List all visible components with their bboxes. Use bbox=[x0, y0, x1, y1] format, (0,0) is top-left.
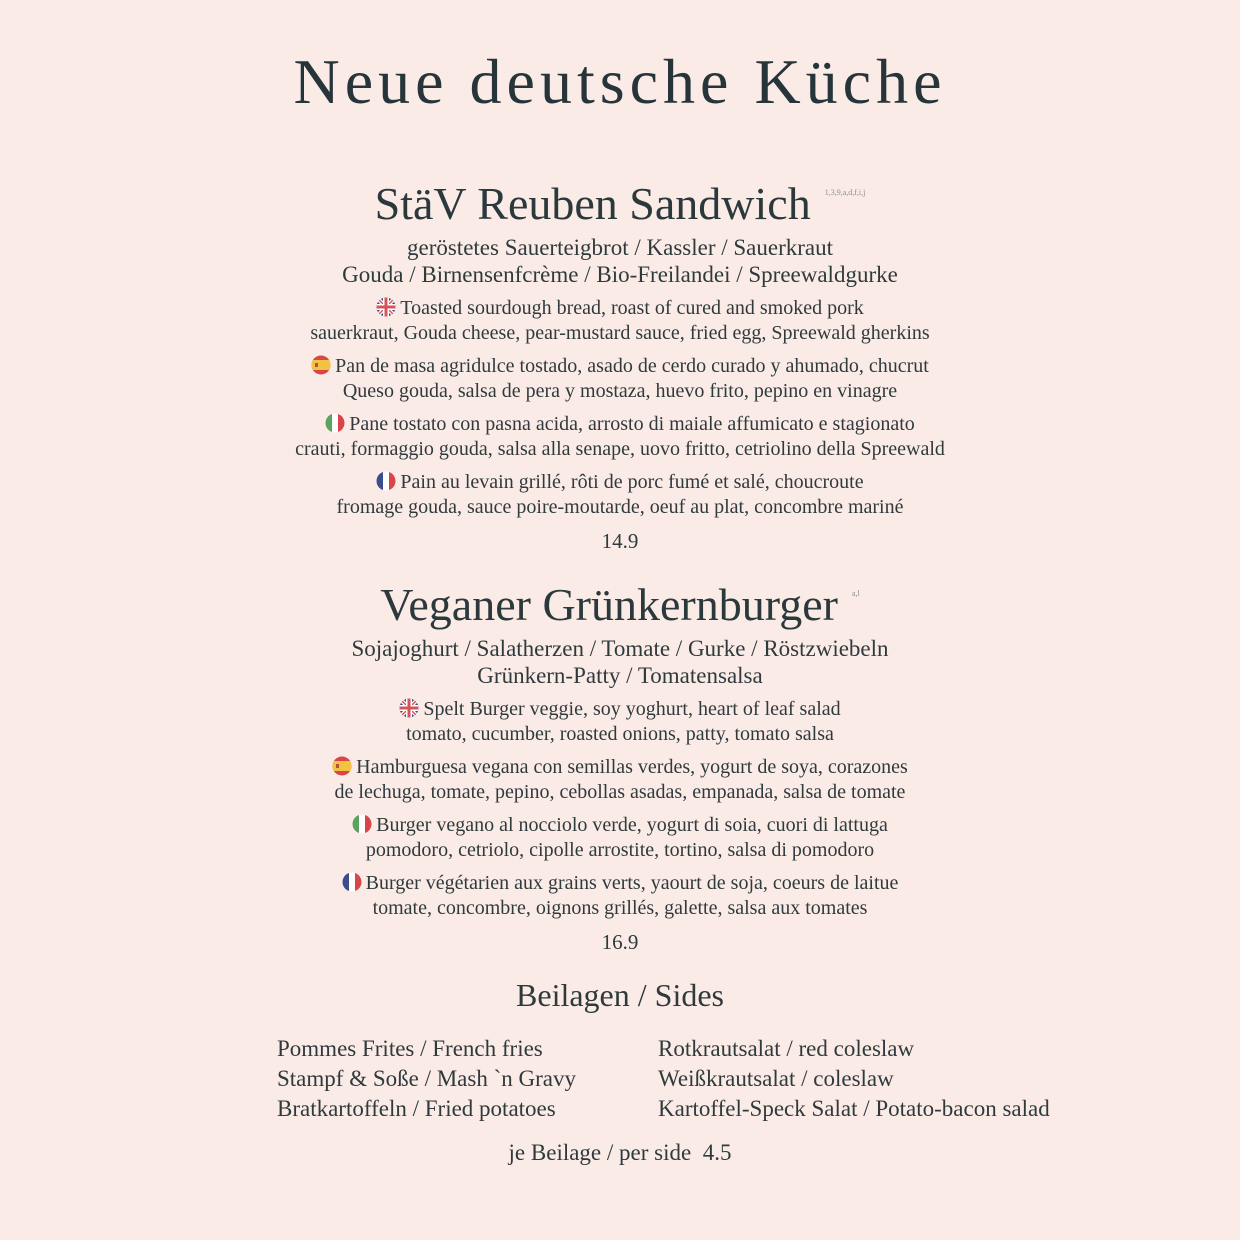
german-description bbox=[0, 635, 1240, 689]
translation-line: Toasted sourdough bread, roast of cured and smoked pork bbox=[400, 297, 864, 319]
spanish-translation bbox=[0, 755, 1240, 805]
french-translation bbox=[0, 871, 1240, 921]
translation-line: Queso gouda, salsa de pera y mostaza, huevo frito, pepino en vinagre bbox=[342, 380, 898, 402]
fr-flag-icon bbox=[342, 872, 362, 892]
translation-line: Hamburguesa vegana con semillas verdes, yogurt de soya, corazones bbox=[356, 756, 908, 778]
spanish-translation bbox=[0, 354, 1240, 404]
dish-title: StäV Reuben Sandwich bbox=[374, 178, 811, 229]
italian-translation bbox=[0, 412, 1240, 462]
translation-line: sauerkraut, Gouda cheese, pear-mustard sauce, fried egg, Spreewald gherkins bbox=[310, 322, 930, 344]
price: 16.9 bbox=[601, 930, 639, 954]
translation-line: crauti, formaggio gouda, salsa alla senape, uovo fritto, cetriolino della Spreewald bbox=[295, 438, 945, 460]
side-item: Bratkartoffeln / Fried potatoes bbox=[277, 1096, 556, 1121]
german-description bbox=[0, 234, 1240, 288]
translation-line: Pain au levain grillé, rôti de porc fumé et salé, choucroute bbox=[400, 471, 864, 493]
page-title: Neue deutsche Küche bbox=[293, 46, 947, 117]
es-flag-icon bbox=[332, 756, 352, 776]
translation-line: Burger vegano al nocciolo verde, yogurt di soia, cuori di lattuga bbox=[376, 814, 888, 836]
uk-flag-icon bbox=[376, 297, 396, 317]
german-line: Gouda / Birnensenfcrème / Bio-Freilandei / Spreewaldgurke bbox=[342, 262, 898, 287]
translation-line: de lechuga, tomate, pepino, cebollas asadas, empanada, salsa de tomate bbox=[334, 781, 906, 803]
price: 14.9 bbox=[601, 529, 639, 553]
dish-gruenkern-burger bbox=[0, 577, 1240, 955]
translation-line: Pan de masa agridulce tostado, asado de cerdo curado y ahumado, chucrut bbox=[335, 355, 929, 377]
translation-line: tomate, concombre, oignons grillés, galette, salsa aux tomates bbox=[372, 897, 868, 919]
it-flag-icon bbox=[325, 413, 345, 433]
side-item: Rotkrautsalat / red coleslaw bbox=[658, 1036, 915, 1061]
side-item: Pommes Frites / French fries bbox=[277, 1036, 543, 1061]
german-line: geröstetes Sauerteigbrot / Kassler / Sauerkraut bbox=[406, 235, 833, 260]
german-line: Sojajoghurt / Salatherzen / Tomate / Gurke / Röstzwiebeln bbox=[351, 636, 889, 661]
uk-flag-icon bbox=[399, 698, 419, 718]
translation-line: fromage gouda, sauce poire-moutarde, oeuf au plat, concombre mariné bbox=[336, 496, 904, 518]
per-side-price: je Beilage / per side 4.5 bbox=[508, 1140, 732, 1165]
sides-title: Beilagen / Sides bbox=[516, 977, 724, 1013]
french-translation bbox=[0, 470, 1240, 520]
es-flag-icon bbox=[311, 355, 331, 375]
side-item: Weißkrautsalat / coleslaw bbox=[658, 1066, 894, 1091]
german-line: Grünkern-Patty / Tomatensalsa bbox=[477, 663, 763, 688]
english-translation bbox=[0, 296, 1240, 346]
allergen-codes: a,l bbox=[851, 589, 860, 598]
translation-line: Spelt Burger veggie, soy yoghurt, heart of leaf salad bbox=[423, 698, 841, 720]
translation-line: tomato, cucumber, roasted onions, patty, tomato salsa bbox=[406, 723, 834, 745]
sides-right-column bbox=[658, 1034, 1050, 1124]
it-flag-icon bbox=[352, 814, 372, 834]
side-item: Kartoffel-Speck Salat / Potato-bacon salad bbox=[658, 1096, 1050, 1121]
allergen-codes: 1,3,9,a,d,f,i,j bbox=[824, 188, 866, 197]
fr-flag-icon bbox=[376, 471, 396, 491]
translation-line: Pane tostato con pasna acida, arrosto di maiale affumicato e stagionato bbox=[349, 413, 915, 435]
translation-line: Burger végétarien aux grains verts, yaourt de soja, coeurs de laitue bbox=[365, 872, 899, 894]
side-item: Stampf & Soße / Mash `n Gravy bbox=[277, 1066, 576, 1091]
sides-left-column bbox=[277, 1034, 576, 1124]
dish-reuben-sandwich bbox=[0, 176, 1240, 554]
italian-translation bbox=[0, 813, 1240, 863]
dish-title: Veganer Grünkernburger bbox=[380, 579, 838, 630]
english-translation bbox=[0, 697, 1240, 747]
translation-line: pomodoro, cetriolo, cipolle arrostite, tortino, salsa di pomodoro bbox=[365, 839, 875, 861]
